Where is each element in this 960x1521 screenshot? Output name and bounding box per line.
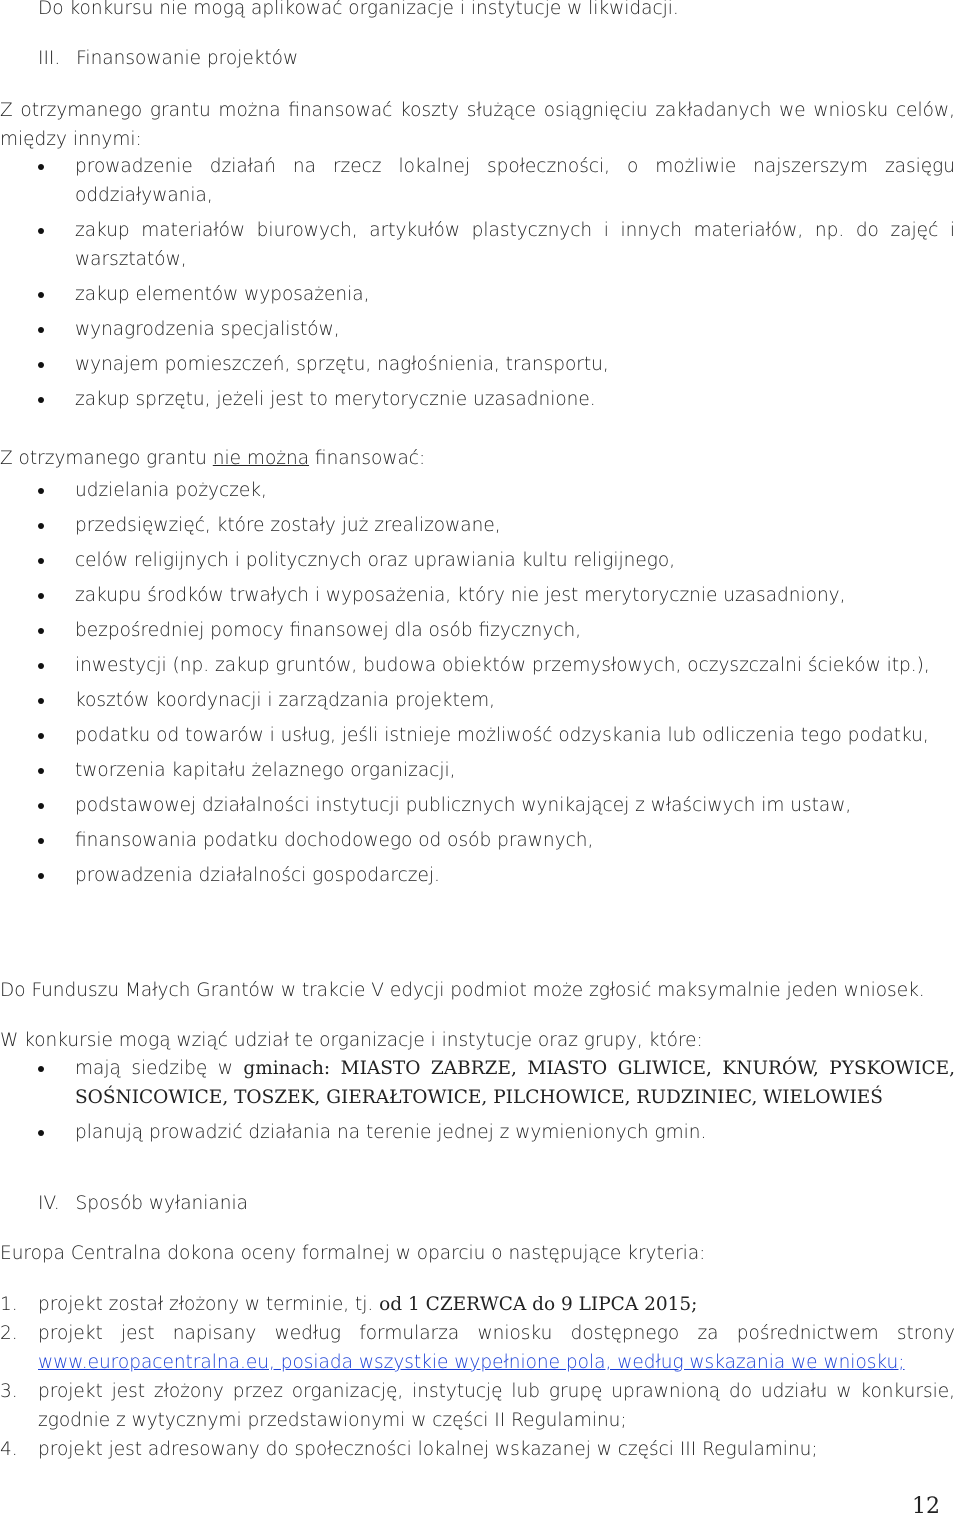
section4-numeral: IV. [38,1193,60,1214]
criteria-text: projekt jest złożony przez organizację, instytucję lub grupę uprawnioną do udziału w konkursie, zgodnie z wytycznymi przedstawionymi w części II Regulaminu; [38,1381,955,1431]
list-item [0,1054,955,1112]
list-item: podatku od towarów i usług, jeśli istnieje możliwość odzyskania lub odliczenia tego podatku, [0,721,955,750]
criteria-item [0,1377,955,1435]
criteria-number: 3. [0,1381,18,1402]
eligible-intro: W konkursie mogą wziąć udział te organizacje i instytucje oraz grupy, które: [0,1030,703,1051]
section3-heading [38,44,298,73]
list-item: tworzenia kapitału żelaznego organizacji, [0,756,955,785]
list-item: wynajem pomieszczeń, sprzętu, nagłośnienia, transportu, [0,350,955,379]
list-item: zakupu środków trwałych i wyposażenia, który nie jest merytorycznie uzasadniony, [0,581,955,610]
criteria-text: projekt jest napisany według formularza wniosku dostępnego za pośrednictwem strony [38,1323,955,1344]
page-number: 12 [912,1494,940,1519]
not-allowed-intro-prefix: Z otrzymanego grantu [0,448,213,469]
fund-paragraph: Do Funduszu Małych Grantów w trakcie V edycji podmiot może zgłosić maksymalnie jeden wniosek. [0,980,925,1001]
section4-title: Sposób wyłaniania [75,1193,248,1214]
list-item: podstawowej działalności instytucji publicznych wynikającej z właściwych im ustaw, [0,791,955,820]
list-item: wynagrodzenia specjalistów, [0,315,955,344]
not-allowed-underlined: nie można [212,448,310,469]
criteria-item [0,1319,955,1377]
criteria-item [0,1290,955,1319]
website-link[interactable]: www.europacentralna.eu, posiada wszystkie wypełnione pola, według wskazania we wniosku; [38,1352,905,1373]
eligible-list [0,1054,955,1147]
criteria-number: 2. [0,1323,18,1344]
eligible-gminach: gminach [243,1058,324,1079]
criteria-number: 1. [0,1294,18,1315]
not-allowed-intro-suffix: finansować: [309,448,426,469]
list-item: zakup elementów wyposażenia, [0,280,955,309]
list-item: przedsięwzięć, które zostały już zrealizowane, [0,511,955,540]
section3-numeral: III. [38,48,61,69]
list-item: kosztów koordynacji i zarządzania projektem, [0,686,955,715]
not-allowed-intro [0,444,425,473]
top-line: Do konkursu nie mogą aplikować organizacje i instytucje w likwidacji. [38,0,679,19]
list-item: udzielania pożyczek, [0,476,955,505]
criteria-text: projekt został złożony w terminie, tj. [38,1294,380,1315]
section4-heading [38,1189,248,1218]
section4-intro: Europa Centralna dokona oceny formalnej w oparciu o następujące kryteria: [0,1243,706,1264]
criteria-deadline: od 1 CZERWCA do 9 LIPCA 2015; [379,1294,698,1315]
section3-title: Finansowanie projektów [76,48,299,69]
not-allowed-costs-list [0,476,955,890]
list-item: bezpośredniej pomocy finansowej dla osób fizycznych, [0,616,955,645]
allowed-costs-list [0,152,955,414]
eligible-gminy-list: : MIASTO ZABRZE, MIASTO GLIWICE, KNURÓW, PYSKOWICE, SOŚNICOWICE, TOSZEK, GIERAŁTOWICE, PILCHOWICE, RUDZINIEC, WIELOWIEŚ [75,1058,955,1108]
eligible-prefix: mają siedzibę w [75,1058,244,1079]
list-item: zakup sprzętu, jeżeli jest to merytorycznie uzasadnione. [0,385,955,414]
section3-intro: Z otrzymanego grantu można finansować koszty służące osiągnięciu zakładanych we wniosku celów, między innymi: [0,100,955,150]
list-item: prowadzenia działalności gospodarczej. [0,861,955,890]
criteria-number: 4. [0,1439,18,1460]
criteria-text: projekt jest adresowany do społeczności lokalnej wskazanej w części III Regulaminu; [38,1439,818,1460]
list-item: planują prowadzić działania na terenie jednej z wymienionych gmin. [0,1118,955,1147]
list-item: zakup materiałów biurowych, artykułów plastycznych i innych materiałów, np. do zajęć i warsztatów, [0,216,955,274]
list-item: inwestycji (np. zakup gruntów, budowa obiektów przemysłowych, oczyszczalni ścieków itp.), [0,651,955,680]
list-item: celów religijnych i politycznych oraz uprawiania kultu religijnego, [0,546,955,575]
criteria-item [0,1435,955,1464]
list-item: finansowania podatku dochodowego od osób prawnych, [0,826,955,855]
list-item: prowadzenie działań na rzecz lokalnej społeczności, o możliwie najszerszym zasięgu oddziaływania, [0,152,955,210]
criteria-list [0,1290,955,1464]
